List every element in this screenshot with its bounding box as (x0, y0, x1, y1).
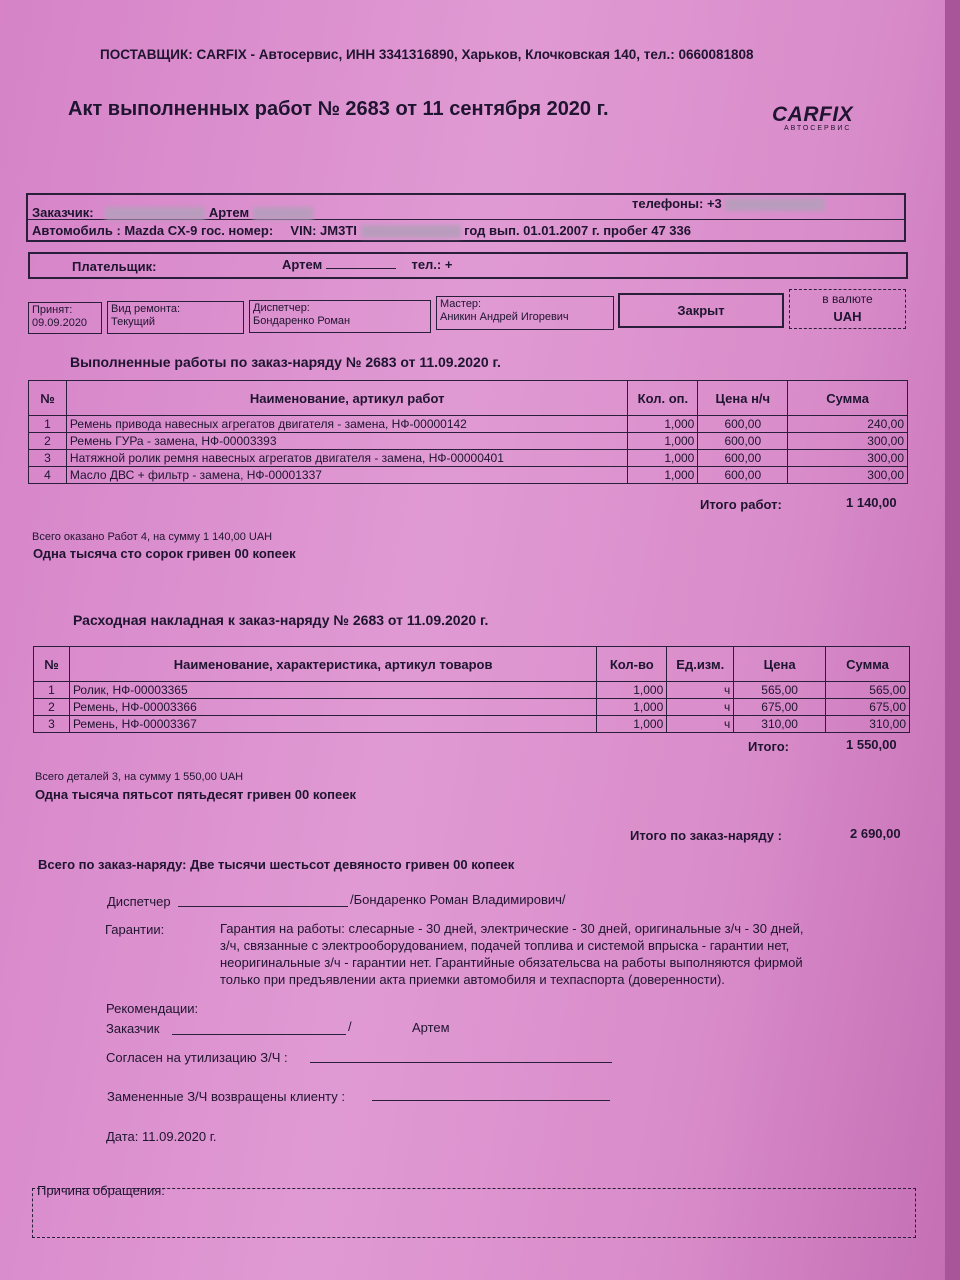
row-sum: 675,00 (826, 699, 910, 716)
table-row (34, 682, 910, 699)
goods-title: Расходная накладная к заказ-наряду № 2683 от 11.09.2020 г. (73, 612, 489, 628)
row-num: 1 (34, 682, 70, 699)
row-price: 600,00 (698, 416, 788, 433)
logo-main-text: CARFIX (772, 103, 854, 126)
row-name: Натяжной ролик ремня навесных агрегатов двигателя - замена, НФ-00000401 (66, 450, 628, 467)
car-row (32, 223, 691, 238)
payer-label: Плательщик: (72, 259, 157, 274)
master-label: Мастер: (440, 298, 482, 310)
repair-type-label: Вид ремонта: (111, 303, 181, 315)
dispatcher-label: Диспетчер: (253, 302, 310, 314)
order-total-label: Итого по заказ-наряду : (630, 828, 782, 843)
row-qty: 1,000 (597, 699, 667, 716)
row-price: 565,00 (734, 682, 826, 699)
row-name: Ролик, НФ-00003365 (69, 682, 596, 699)
dispatcher-sign-line (178, 906, 348, 907)
row-price: 600,00 (698, 450, 788, 467)
row-num: 2 (29, 433, 67, 450)
dispatcher-sign-label: Диспетчер (107, 894, 171, 909)
row-num: 3 (29, 450, 67, 467)
goods-header-row (34, 647, 910, 682)
repair-type-box (107, 301, 244, 334)
phones-row (632, 196, 825, 211)
row-qty: 1,000 (628, 433, 698, 450)
vin-label: VIN: JM3TI (290, 223, 357, 238)
currency-box (789, 289, 906, 329)
table-row (34, 699, 910, 716)
row-sum: 565,00 (826, 682, 910, 699)
accepted-box (28, 302, 102, 334)
goods-header-qty: Кол-во (597, 647, 667, 682)
date-label: Дата: 11.09.2020 г. (106, 1129, 217, 1144)
row-sum: 300,00 (788, 467, 908, 484)
payer-blank (326, 268, 396, 269)
works-header-num: № (29, 381, 67, 416)
order-total-value: 2 690,00 (850, 826, 901, 841)
works-in-words: Одна тысяча сто сорок гривен 00 копеек (33, 546, 296, 561)
works-header-row (29, 381, 908, 416)
works-header-price: Цена н/ч (698, 381, 788, 416)
row-qty: 1,000 (628, 467, 698, 484)
customer-sign-line (172, 1034, 346, 1035)
works-header-qty: Кол. оп. (628, 381, 698, 416)
goods-table (33, 646, 910, 733)
row-num: 2 (34, 699, 70, 716)
table-row (34, 716, 910, 733)
payer-name: Артем (282, 257, 323, 272)
dispatcher-full-name: /Бондаренко Роман Владимирович/ (350, 892, 566, 907)
currency-value: UAH (833, 309, 862, 324)
row-unit: ч (667, 699, 734, 716)
row-sum: 300,00 (788, 433, 908, 450)
recommendations-label: Рекомендации: (106, 1001, 199, 1016)
row-qty: 1,000 (628, 416, 698, 433)
goods-header-sum: Сумма (826, 647, 910, 682)
disposal-label: Согласен на утилизацию З/Ч : (106, 1050, 288, 1065)
table-row (29, 450, 908, 467)
master-value: Аникин Андрей Игоревич (440, 311, 569, 323)
row-price: 600,00 (698, 467, 788, 484)
dispatcher-box (249, 300, 431, 333)
paper-edge-shadow (945, 0, 960, 1280)
year-mileage: год вып. 01.01.2007 г. пробег 47 336 (464, 223, 691, 238)
table-row (29, 416, 908, 433)
status-box (618, 293, 784, 328)
works-total-label: Итого работ: (700, 497, 782, 512)
goods-header-name: Наименование, характеристика, артикул товаров (69, 647, 596, 682)
customer-sign-label: Заказчик (106, 1021, 160, 1036)
row-sum: 240,00 (788, 416, 908, 433)
row-name: Ремень привода навесных агрегатов двигателя - замена, НФ-00000142 (66, 416, 628, 433)
redacted-surname (105, 207, 205, 220)
warranty-text (220, 920, 804, 988)
row-unit: ч (667, 682, 734, 699)
row-sum: 300,00 (788, 450, 908, 467)
row-qty: 1,000 (597, 682, 667, 699)
customer-name: Артем (208, 205, 250, 220)
row-sum: 310,00 (826, 716, 910, 733)
works-total-value: 1 140,00 (846, 495, 897, 510)
row-num: 3 (34, 716, 70, 733)
goods-in-words: Одна тысяча пятьсот пятьдесят гривен 00 копеек (35, 787, 356, 802)
row-name: Ремень, НФ-00003367 (69, 716, 596, 733)
logo-sub-text: АВТОСЕРВИС (784, 125, 852, 132)
goods-summary: Всего деталей 3, на сумму 1 550,00 UAH (35, 771, 244, 783)
dispatcher-value: Бондаренко Роман (253, 315, 351, 327)
row-price: 675,00 (734, 699, 826, 716)
status-value: Закрыт (677, 303, 725, 318)
payer-block (28, 252, 908, 279)
customer-label: Заказчик: (32, 205, 94, 220)
car-info: Автомобиль : Mazda CX-9 гос. номер: (32, 223, 274, 238)
warranty-label: Гарантии: (105, 922, 165, 937)
currency-label: в валюте (822, 292, 873, 306)
supplier-line: ПОСТАВЩИК: CARFIX - Автосервис, ИНН 3341316890, Харьков, Клочковская 140, тел.: 0660081808 (100, 47, 754, 62)
row-price: 310,00 (734, 716, 826, 733)
row-name: Масло ДВС + фильтр - замена, НФ-00001337 (66, 467, 628, 484)
payer-row (282, 257, 452, 272)
warranty-line: з/ч, связанные с электрооборудованием, подачей топлива и системой впрыска - гарантии нет, (220, 938, 790, 953)
accepted-label: Принят: (32, 304, 73, 316)
repair-type-value: Текущий (111, 316, 155, 328)
act-title: Акт выполненных работ № 2683 от 11 сентября 2020 г. (68, 98, 609, 120)
returned-line (372, 1100, 610, 1101)
works-summary: Всего оказано Работ 4, на сумму 1 140,00 UAH (32, 531, 273, 543)
row-qty: 1,000 (597, 716, 667, 733)
works-header-name: Наименование, артикул работ (66, 381, 628, 416)
warranty-line: неоригинальные з/ч - гарантии нет. Гарантийные обязательсва на работы выполняются фирмой (220, 955, 803, 970)
redacted-vin (361, 225, 461, 238)
works-header-sum: Сумма (788, 381, 908, 416)
row-num: 4 (29, 467, 67, 484)
phones-label: телефоны: +3 (632, 196, 722, 211)
goods-header-unit: Ед.изм. (667, 647, 734, 682)
row-unit: ч (667, 716, 734, 733)
row-price: 600,00 (698, 433, 788, 450)
disposal-line (310, 1062, 612, 1063)
goods-total-label: Итого: (748, 739, 789, 754)
customer-row (32, 205, 313, 220)
redacted-patronymic (253, 207, 313, 220)
master-box (436, 296, 614, 330)
table-row (29, 467, 908, 484)
works-title: Выполненные работы по заказ-наряду № 2683 от 11.09.2020 г. (70, 354, 501, 370)
customer-sign-name: Артем (412, 1020, 450, 1035)
customer-sign-slash: / (348, 1019, 352, 1034)
row-name: Ремень ГУРа - замена, НФ-00003393 (66, 433, 628, 450)
goods-total-value: 1 550,00 (846, 737, 897, 752)
order-total-words: Всего по заказ-наряду: Две тысячи шестьсот девяносто гривен 00 копеек (38, 857, 515, 872)
carfix-logo (772, 103, 853, 132)
redacted-phone (725, 198, 825, 211)
goods-header-price: Цена (734, 647, 826, 682)
reason-box (32, 1188, 916, 1238)
accepted-value: 09.09.2020 (32, 317, 88, 329)
row-num: 1 (29, 416, 67, 433)
warranty-line: только при предъявлении акта приемки автомобиля и техпаспорта (доверенности). (220, 972, 725, 987)
warranty-line: Гарантия на работы: слесарные - 30 дней, электрические - 30 дней, оригинальные з/ч - 30 дней, (220, 921, 804, 936)
row-qty: 1,000 (628, 450, 698, 467)
reason-label: Причина обращения: (37, 1183, 165, 1198)
works-table (28, 380, 908, 484)
row-name: Ремень, НФ-00003366 (69, 699, 596, 716)
payer-tel-label: тел.: + (411, 257, 453, 272)
returned-label: Замененные З/Ч возвращены клиенту : (107, 1089, 345, 1104)
table-row (29, 433, 908, 450)
goods-header-num: № (34, 647, 70, 682)
